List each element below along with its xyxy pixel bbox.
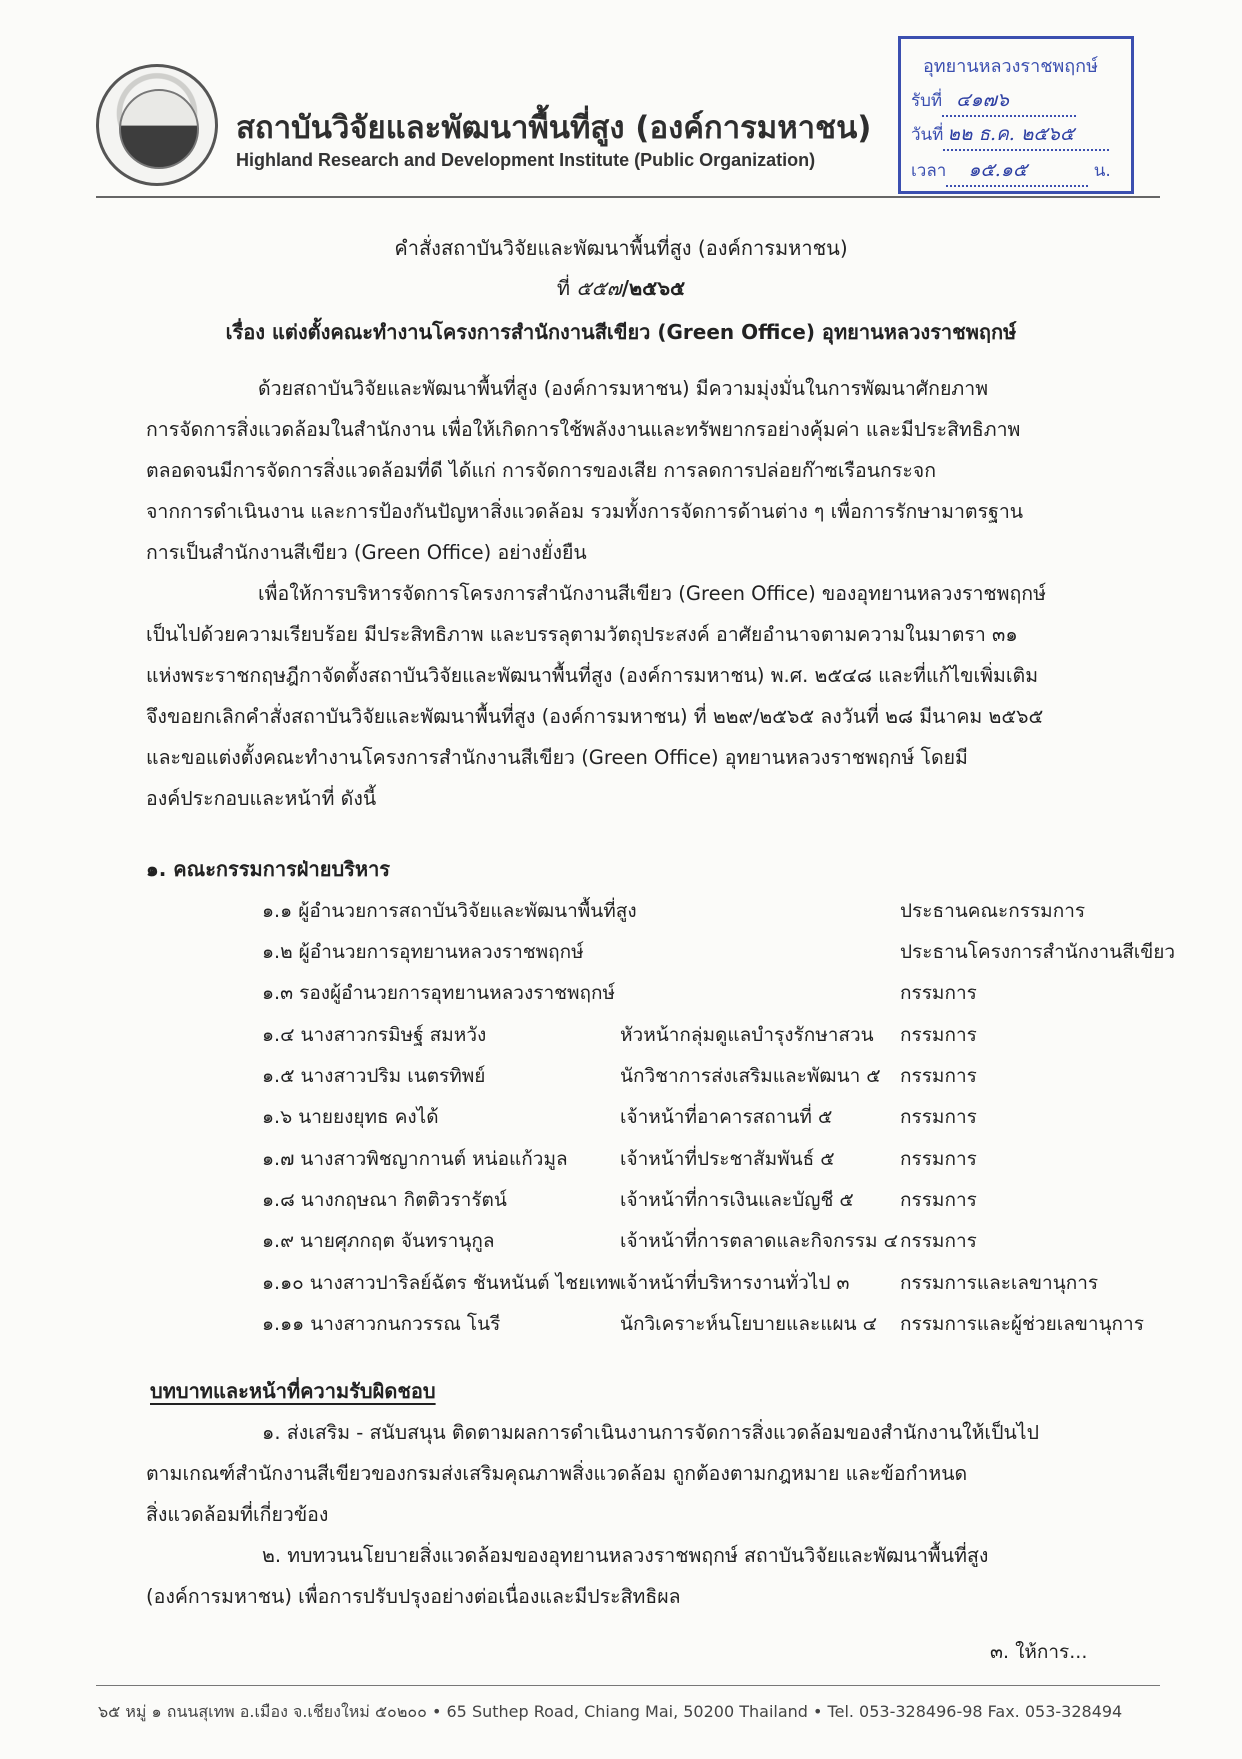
org-name-english: Highland Research and Development Institute (Public Organization) xyxy=(236,150,816,170)
member-name: ๑.๕ นางสาวปริม เนตรทิพย์ xyxy=(262,1065,486,1087)
member-name: ๑.๓ รองผู้อำนวยการอุทยานหลวงราชพฤกษ์ xyxy=(262,982,616,1004)
member-name: ๑.๘ นางกฤษณา กิตติวรารัตน์ xyxy=(262,1189,507,1211)
member-role: กรรมการ xyxy=(900,1230,977,1252)
paragraph-2 xyxy=(146,573,1092,819)
member-name: ๑.๗ นางสาวพิชญากานต์ หน่อแก้วมูล xyxy=(262,1148,568,1170)
footer-divider xyxy=(96,1685,1160,1686)
member-role: กรรมการและเลขานุการ xyxy=(900,1272,1099,1294)
duty-line: ๑. ส่งเสริม - สนับสนุน ติดตามผลการดำเนินงานการจัดการสิ่งแวดล้อมของสำนักงานให้เป็นไป xyxy=(262,1421,1039,1444)
institute-logo xyxy=(96,64,218,186)
member-role: กรรมการ xyxy=(900,1148,977,1170)
stamp-date-value: ๒๒ ธ.ค. ๒๕๖๕ xyxy=(943,119,1109,151)
duty-line: ๒. ทบทวนนโยบายสิ่งแวดล้อมของอุทยานหลวงราชพฤกษ์ สถาบันวิจัยและพัฒนาพื้นที่สูง xyxy=(262,1544,989,1567)
stamp-received-label: รับที่ xyxy=(911,91,943,111)
footer-address: ๖๕ หมู่ ๑ ถนนสุเทพ อ.เมือง จ.เชียงใหม่ ๕๐๒๐๐ • 65 Suthep Road, Chiang Mai, 50200 Thailand • Tel. 053-328496-98 Fax. 053-328494 xyxy=(98,1702,1123,1721)
paragraph-line: องค์ประกอบและหน้าที่ ดังนี้ xyxy=(146,787,377,810)
member-position: หัวหน้ากลุ่มดูแลบำรุงรักษาสวน xyxy=(620,1024,874,1046)
order-number-year: /๒๕๖๕ xyxy=(621,276,686,300)
member-name: ๑.๙ นายศุภกฤต จันทรานุกูล xyxy=(262,1230,495,1252)
duty-2 xyxy=(146,1535,1092,1617)
member-role: กรรมการ xyxy=(900,1106,977,1128)
member-position: เจ้าหน้าที่การตลาดและกิจกรรม ๔ xyxy=(620,1230,898,1252)
member-name: ๑.๒ ผู้อำนวยการอุทยานหลวงราชพฤกษ์ xyxy=(262,941,584,963)
order-subject: เรื่อง แต่งตั้งคณะทำงานโครงการสำนักงานสีเขียว (Green Office) อุทยานหลวงราชพฤกษ์ xyxy=(225,320,1017,344)
paragraph-line: แห่งพระราชกฤษฎีกาจัดตั้งสถาบันวิจัยและพัฒนาพื้นที่สูง (องค์การมหาชน) พ.ศ. ๒๕๔๘ และที่แก้ไขเพิ่มเติม xyxy=(146,664,1039,687)
duty-line: (องค์การมหาชน) เพื่อการปรับปรุงอย่างต่อเนื่องและมีประสิทธิผล xyxy=(146,1585,681,1608)
member-role: กรรมการ xyxy=(900,982,977,1004)
paragraph-line: เป็นไปด้วยความเรียบร้อย มีประสิทธิภาพ และบรรลุตามวัตถุประสงค์ อาศัยอำนาจตามความในมาตรา ๓๑ xyxy=(146,623,1018,646)
paragraph-1 xyxy=(146,368,1092,573)
order-number-prefix: ที่ xyxy=(556,276,571,300)
stamp-date-label: วันที่ xyxy=(911,125,944,145)
member-role: กรรมการและผู้ช่วยเลขานุการ xyxy=(900,1313,1144,1335)
order-number xyxy=(96,278,1146,298)
stamp-date-row xyxy=(911,119,1109,151)
stamp-time-row xyxy=(911,155,1111,187)
member-name: ๑.๔ นางสาวกรมิษฐ์ สมหวัง xyxy=(262,1024,487,1046)
member-role: กรรมการ xyxy=(900,1189,977,1211)
paragraph-line: จึงขอยกเลิกคำสั่งสถาบันวิจัยและพัฒนาพื้นที่สูง (องค์การมหาชน) ที่ ๒๒๙/๒๕๖๕ ลงวันที่ ๒๘ มีนาคม ๒๕๖๕ xyxy=(146,705,1044,728)
paragraph-line: ตลอดจนมีการจัดการสิ่งแวดล้อมที่ดี ได้แก่ การจัดการของเสีย การลดการปล่อยก๊าซเรือนกระจก xyxy=(146,459,937,482)
member-role: กรรมการ xyxy=(900,1024,977,1046)
section-1-title: ๑. คณะกรรมการฝ่ายบริหาร xyxy=(146,857,391,881)
member-role: ประธานคณะกรรมการ xyxy=(900,900,1086,922)
duty-line: ตามเกณฑ์สำนักงานสีเขียวของกรมส่งเสริมคุณภาพสิ่งแวดล้อม ถูกต้องตามกฎหมาย และข้อกำหนด xyxy=(146,1462,968,1485)
member-name: ๑.๖ นายยงยุทธ คงได้ xyxy=(262,1106,439,1128)
org-name-thai: สถาบันวิจัยและพัฒนาพื้นที่สูง (องค์การมหาชน) xyxy=(236,110,872,146)
stamp-received-value: ๔๑๗๖ xyxy=(942,85,1076,117)
member-position: เจ้าหน้าที่บริหารงานทั่วไป ๓ xyxy=(620,1272,850,1294)
receipt-stamp xyxy=(898,36,1134,194)
duty-line: สิ่งแวดล้อมที่เกี่ยวข้อง xyxy=(146,1503,329,1526)
paragraph-line: การเป็นสำนักงานสีเขียว (Green Office) อย่างยั่งยืน xyxy=(146,541,587,564)
logo-inner-circle xyxy=(119,89,199,169)
duty-1 xyxy=(146,1412,1092,1535)
member-name: ๑.๑๐ นางสาวปาริลย์ฉัตร ชันหนันต์ ไชยเทพ xyxy=(262,1272,621,1294)
paragraph-line: และขอแต่งตั้งคณะทำงานโครงการสำนักงานสีเขียว (Green Office) อุทยานหลวงราชพฤกษ์ โดยมี xyxy=(146,746,968,769)
stamp-time-unit: น. xyxy=(1093,161,1111,181)
member-name: ๑.๑๑ นางสาวกนกวรรณ โนรี xyxy=(262,1313,501,1335)
stamp-time-value: ๑๕.๑๕ xyxy=(946,155,1088,187)
stamp-received-row xyxy=(911,85,1076,117)
stamp-time-label: เวลา xyxy=(911,161,947,181)
member-position: เจ้าหน้าที่การเงินและบัญชี ๕ xyxy=(620,1189,854,1211)
paragraph-line: เพื่อให้การบริหารจัดการโครงการสำนักงานสีเขียว (Green Office) ของอุทยานหลวงราชพฤกษ์ xyxy=(258,582,1046,605)
member-position: เจ้าหน้าที่ประชาสัมพันธ์ ๕ xyxy=(620,1148,835,1170)
order-title: คำสั่งสถาบันวิจัยและพัฒนาพื้นที่สูง (องค์การมหาชน) xyxy=(394,236,848,260)
paragraph-line: การจัดการสิ่งแวดล้อมในสำนักงาน เพื่อให้เกิดการใช้พลังงานและทรัพยากรอย่างคุ้มค่า และมีประสิทธิภาพ xyxy=(146,418,1021,441)
member-position: นักวิชาการส่งเสริมและพัฒนา ๕ xyxy=(620,1065,881,1087)
paragraph-line: จากการดำเนินงาน และการป้องกันปัญหาสิ่งแวดล้อม รวมทั้งการจัดการด้านต่าง ๆ เพื่อการรักษามาตรฐาน xyxy=(146,500,1024,523)
member-name: ๑.๑ ผู้อำนวยการสถาบันวิจัยและพัฒนาพื้นที่สูง xyxy=(262,900,637,922)
paragraph-line: ด้วยสถาบันวิจัยและพัฒนาพื้นที่สูง (องค์การมหาชน) มีความมุ่งมั่นในการพัฒนาศักยภาพ xyxy=(258,377,989,400)
member-role: กรรมการ xyxy=(900,1065,977,1087)
order-number-handwritten: ๕๕๗ xyxy=(576,276,622,300)
roles-title: บทบาทและหน้าที่ความรับผิดชอบ xyxy=(150,1379,436,1403)
member-role: ประธานโครงการสำนักงานสีเขียว xyxy=(900,941,1176,963)
header-divider xyxy=(96,196,1160,198)
continued-marker: ๓. ให้การ... xyxy=(990,1641,1088,1663)
stamp-title: อุทยานหลวงราชพฤกษ์ xyxy=(923,56,1098,77)
member-position: นักวิเคราะห์นโยบายและแผน ๔ xyxy=(620,1313,878,1335)
member-position: เจ้าหน้าที่อาคารสถานที่ ๕ xyxy=(620,1106,833,1128)
